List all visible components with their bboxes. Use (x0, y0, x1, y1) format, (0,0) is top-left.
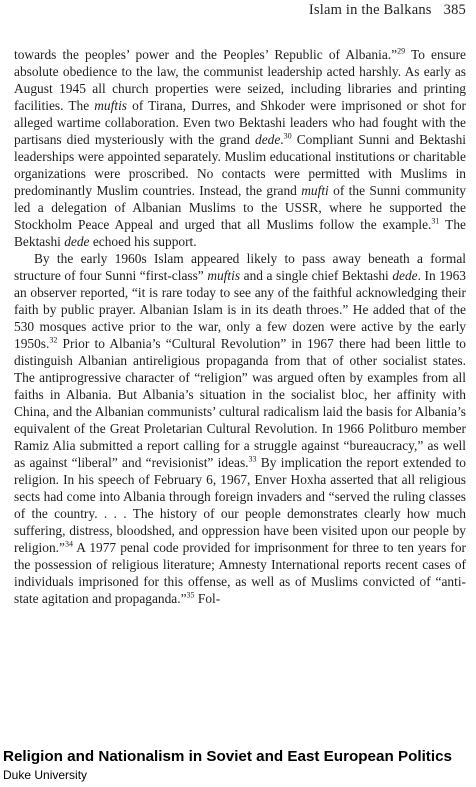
text-run: By implication the report extended to religion. In his speech of February 6, 1967, Enver Hoxha asserted that all religious sects had come into Albania through foreign invaders and “served the ruling classes of the country. . . . The history of our people demonstrates clearly how much suffering, distress, bloodshed, and oppression have been visited upon our people by religion.” (14, 455, 466, 555)
text-run: A 1977 penal code provided for imprisonment for three to ten years for the possession of religious literature; Amnesty International reports recent cases of individuals imprisoned for this offense, as well as of Muslims convicted of “anti-state agitation and propaganda.” (14, 540, 466, 606)
text-run: and a single chief Bektashi (240, 268, 393, 283)
text-run: . In 1963 an observer reported, “it is rare today to see any of the faithful acknowledging their faith by public prayer. Albanian Islam is in its death throes.” He added that of the 530 mosques active prior to the war, only a few dozen were active by the early 1950s. (14, 268, 466, 351)
footnote-ref: 34 (64, 539, 73, 549)
footnote-ref: 29 (397, 46, 406, 56)
italic-term: muftis (207, 268, 241, 283)
text-run: Prior to Albania’s “Cultural Revolution” in 1967 there had been little to distinguish Albanian antireligious propaganda from that of other socialist states. The antiprogressive character of “religion” was argued often by examples from all faiths in Albania. But Albania’s situation in the socialist bloc, her affinity with China, and the Albanian communists’ cultural radicalism laid the basis for Albania’s equivalent of the Great Proletarian Cultural Revolution. In 1966 Politburo member Ramiz Alia submitted a report calling for a struggle against “bureaucracy,” as well as against “liberal” and “revisionist” ideas. (14, 336, 466, 470)
italic-term: dede (392, 268, 418, 283)
footnote-ref: 31 (431, 216, 440, 226)
text-run: . (280, 132, 284, 147)
page-number: 385 (443, 2, 466, 18)
text-run: To ensure absolute obedience to the law, the communist leadership acted harshly. As early as August 1945 all church properties were seized, including libraries and printing facilities. The (14, 47, 466, 113)
footnote-ref: 35 (186, 590, 195, 600)
footnote-ref: 33 (248, 454, 257, 464)
book-title: Religion and Nationalism in Soviet and East European Politics (3, 748, 452, 765)
paragraph (14, 250, 466, 607)
text-run: By the early 1960s Islam appeared likely to pass away beneath a formal structure of four Sunni “first-class” (14, 251, 466, 283)
running-head (309, 2, 466, 19)
text-run: Compliant Sunni and Bektashi leaderships were appointed separately. Muslim educational institutions or charitable organizations were proscribed. No contacts were permitted with Muslims in predominantly Muslim countries. Instead, the grand (14, 132, 466, 198)
text-run: of the Sunni community led a delegation of Albanian Muslims to the USSR, where he supported the Stockholm Peace Appeal and urged that all Muslims follow the example. (14, 183, 466, 232)
text-run: of Tirana, Durres, and Shkoder were imprisoned or shot for alleged wartime collaboration. Even two Bektashi leaders who had fought with the partisans died mysteriously with the grand (14, 98, 466, 147)
text-run: Fol- (194, 591, 221, 606)
running-head-title: Islam in the Balkans (308, 2, 432, 18)
footnote-ref: 32 (49, 335, 58, 345)
body-text (14, 46, 466, 607)
text-run: echoed his support. (89, 234, 197, 249)
text-run: The Bektashi (14, 217, 466, 249)
paragraph (14, 46, 466, 250)
source-caption (3, 748, 475, 782)
text-run: towards the peoples’ power and the Peoples’ Republic of Albania.” (14, 47, 398, 62)
publisher: Duke University (3, 768, 88, 782)
italic-term: dede (64, 234, 90, 249)
italic-term: mufti (301, 183, 329, 198)
italic-term: muftis (94, 98, 128, 113)
footnote-ref: 30 (283, 131, 292, 141)
italic-term: dede (255, 132, 281, 147)
